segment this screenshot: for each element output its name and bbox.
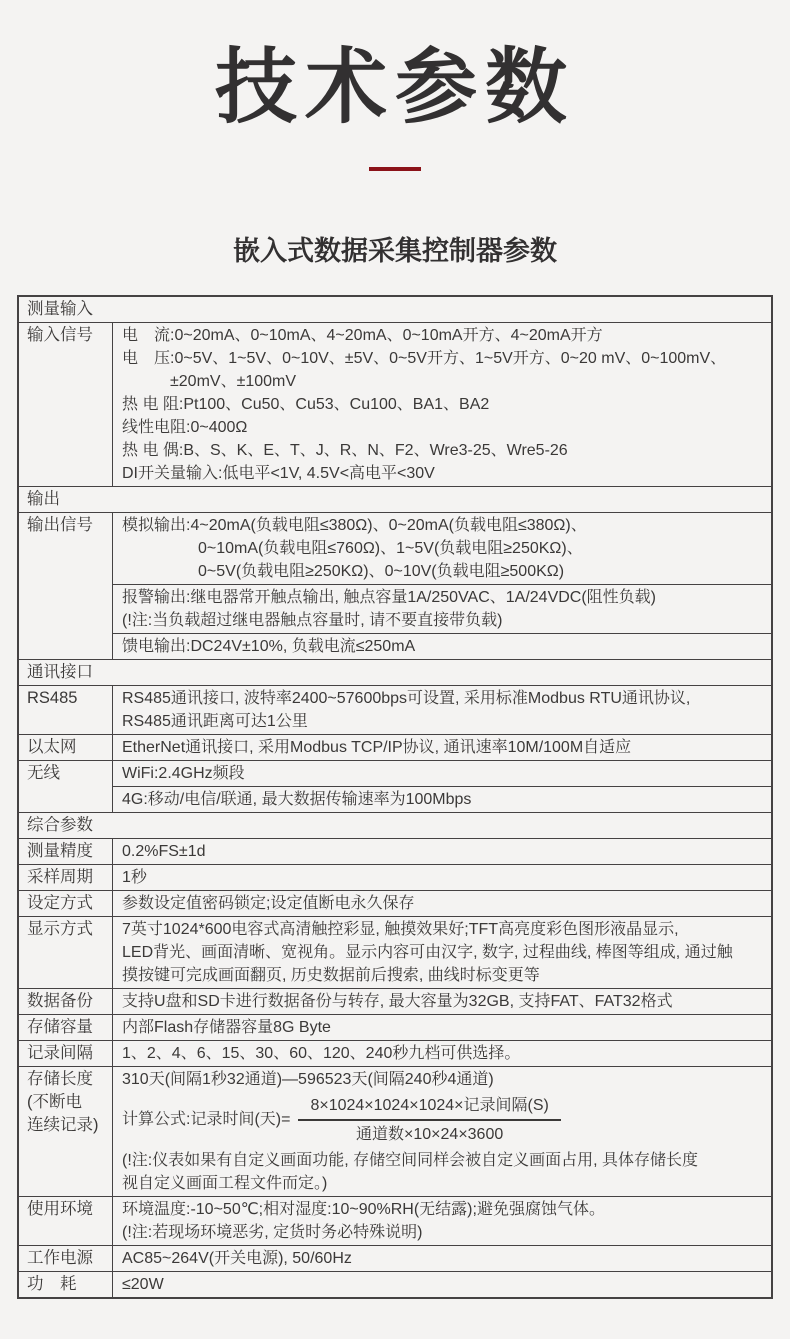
row-content (113, 323, 771, 486)
spec-line: ≤20W (122, 1275, 164, 1293)
spec-line: 7英寸1024*600电容式高清触控彩显, 触摸效果好;TFT高亮度彩色图形液晶显示, (122, 920, 679, 938)
spec-line: 视自定义画面工程文件而定。) (122, 1174, 328, 1192)
row-label (19, 761, 113, 812)
spec-line: LED背光、画面清晰、宽视角。显示内容可由汉字, 数字, 过程曲线, 棒图等组成, 通过触 (122, 943, 733, 961)
row-content (113, 1246, 771, 1271)
title-divider (369, 167, 421, 171)
row-label-line: 工作电源 (27, 1248, 93, 1267)
fraction-denominator: 通道数×10×24×3600 (356, 1125, 504, 1143)
spec-line: ±20mV、±100mV (170, 372, 297, 390)
spec-line: (!注:当负载超过继电器触点容量时, 请不要直接带负载) (122, 611, 503, 629)
row-label-line: RS485 (27, 688, 78, 707)
row-label-line: 设定方式 (27, 893, 93, 912)
section-row (19, 812, 771, 838)
spec-line: 0~5V(负载电阻≥250KΩ)、0~10V(负载电阻≥500KΩ) (198, 562, 565, 580)
spec-line: RS485通讯接口, 波特率2400~57600bps可设置, 采用标准Modbus RTU通讯协议, (122, 689, 691, 707)
table-row (19, 988, 771, 1014)
table-row (19, 1196, 771, 1245)
spec-line: 0.2%FS±1d (122, 842, 206, 860)
content-block (113, 633, 771, 659)
row-label (19, 839, 113, 864)
table-row (19, 734, 771, 760)
table-row (19, 685, 771, 734)
row-content (113, 513, 771, 659)
row-label-line: 输出信号 (27, 515, 93, 534)
row-content (113, 686, 771, 734)
content-block (113, 761, 771, 786)
row-label-line: 显示方式 (27, 919, 93, 938)
row-label-line: 连续记录) (27, 1115, 99, 1134)
table-row (19, 864, 771, 890)
row-label (19, 1197, 113, 1245)
content-block (113, 1041, 771, 1066)
row-label (19, 1246, 113, 1271)
row-label-line: 存储容量 (27, 1017, 93, 1036)
spec-line: 热 电 阻:Pt100、Cu50、Cu53、Cu100、BA1、BA2 (122, 395, 490, 413)
row-content (113, 891, 771, 916)
content-block (113, 323, 771, 486)
row-content (113, 865, 771, 890)
row-content (113, 761, 771, 812)
row-label-line: 以太网 (27, 737, 77, 756)
content-block (113, 1272, 771, 1297)
table-row (19, 838, 771, 864)
fraction-numerator: 8×1024×1024×1024×记录间隔(S) (298, 1094, 560, 1121)
spec-line: 1、2、4、6、15、30、60、120、240秒九档可供选择。 (122, 1044, 521, 1062)
row-content (113, 839, 771, 864)
spec-line: WiFi:2.4GHz频段 (122, 764, 245, 782)
content-block (113, 513, 771, 584)
table-row (19, 512, 771, 659)
row-content (113, 989, 771, 1014)
formula-line (122, 1091, 771, 1149)
row-label (19, 1015, 113, 1040)
content-block (113, 786, 771, 812)
spec-line: 摸按键可完成画面翻页, 历史数据前后搜索, 曲线时标变更等 (122, 966, 540, 984)
content-block (113, 1246, 771, 1271)
spec-line: (!注:若现场环境恶劣, 定货时务必特殊说明) (122, 1223, 423, 1241)
row-label (19, 891, 113, 916)
table-row (19, 760, 771, 812)
spec-line: 支持U盘和SD卡进行数据备份与转存, 最大容量为32GB, 支持FAT、FAT32格式 (122, 992, 673, 1010)
section-row (19, 659, 771, 685)
spec-line: EtherNet通讯接口, 采用Modbus TCP/IP协议, 通讯速率10M/100M自适应 (122, 738, 632, 756)
row-content (113, 1041, 771, 1066)
row-label-line: (不断电 (27, 1092, 82, 1111)
row-label (19, 1067, 113, 1196)
section-label: 综合参数 (27, 815, 93, 834)
spec-line: 环境温度:-10~50℃;相对湿度:10~90%RH(无结露);避免强腐蚀气体。 (122, 1200, 605, 1218)
row-content (113, 1015, 771, 1040)
page-title: 技术参数 (214, 42, 575, 133)
page (0, 44, 790, 1339)
spec-line: (!注:仪表如果有自定义画面功能, 存储空间同样会被自定义画面占用, 具体存储长度 (122, 1151, 699, 1169)
row-label-line: 记录间隔 (27, 1043, 93, 1062)
spec-line: 内部Flash存储器容量8G Byte (122, 1018, 331, 1036)
spec-line: 报警输出:继电器常开触点输出, 触点容量1A/250VAC、1A/24VDC(阻性负载) (122, 588, 657, 606)
content-block (113, 917, 771, 988)
row-label (19, 865, 113, 890)
row-label-line: 测量精度 (27, 841, 93, 860)
row-label (19, 323, 113, 486)
row-label (19, 735, 113, 760)
spec-line: 馈电输出:DC24V±10%, 负载电流≤250mA (122, 637, 416, 655)
row-label (19, 1272, 113, 1297)
table-row (19, 322, 771, 486)
row-label-line: 功 耗 (27, 1274, 77, 1293)
content-block (113, 989, 771, 1014)
row-content (113, 1067, 771, 1196)
content-block (113, 1067, 771, 1196)
content-block (113, 891, 771, 916)
spec-line: 线性电阻:0~400Ω (122, 418, 248, 436)
row-label (19, 917, 113, 988)
spec-line: 1秒 (122, 868, 147, 886)
spec-line: 模拟输出:4~20mA(负载电阻≤380Ω)、0~20mA(负载电阻≤380Ω)、 (122, 516, 587, 534)
table-title: 嵌入式数据采集控制器参数 (233, 235, 557, 266)
content-block (113, 865, 771, 890)
row-label (19, 513, 113, 659)
row-label-line: 存储长度 (27, 1069, 93, 1088)
table-row (19, 1245, 771, 1271)
row-content (113, 1272, 771, 1297)
spec-table (17, 295, 773, 1299)
content-block (113, 584, 771, 633)
section-label: 测量输入 (27, 299, 93, 318)
table-row (19, 890, 771, 916)
spec-line: 0~10mA(负载电阻≤760Ω)、1~5V(负载电阻≥250KΩ)、 (198, 539, 583, 557)
spec-line: 4G:移动/电信/联通, 最大数据传输速率为100Mbps (122, 790, 472, 808)
spec-line: DI开关量输入:低电平<1V, 4.5V<高电平<30V (122, 464, 435, 482)
spec-line: RS485通讯距离可达1公里 (122, 712, 308, 730)
spec-line: 310天(间隔1秒32通道)—596523天(间隔240秒4通道) (122, 1070, 494, 1088)
row-label (19, 1041, 113, 1066)
row-label (19, 989, 113, 1014)
table-row (19, 916, 771, 988)
row-label-line: 使用环境 (27, 1199, 93, 1218)
row-label (19, 686, 113, 734)
content-block (113, 735, 771, 760)
spec-line: 热 电 偶:B、S、K、E、T、J、R、N、F2、Wre3-25、Wre5-26 (122, 441, 568, 459)
section-label: 通讯接口 (27, 662, 93, 681)
content-block (113, 839, 771, 864)
content-block (113, 1197, 771, 1245)
spec-line: 电 压:0~5V、1~5V、0~10V、±5V、0~5V开方、1~5V开方、0~20 mV、0~100mV、 (122, 349, 727, 367)
section-label: 输出 (27, 489, 60, 508)
row-content (113, 735, 771, 760)
row-content (113, 1197, 771, 1245)
row-label-line: 无线 (27, 763, 60, 782)
section-row (19, 486, 771, 512)
fraction (298, 1094, 560, 1146)
formula-prefix: 计算公式:记录时间(天)= (122, 1111, 291, 1129)
content-block (113, 686, 771, 734)
spec-line: 参数设定值密码锁定;设定值断电永久保存 (122, 894, 415, 912)
row-label-line: 数据备份 (27, 991, 93, 1010)
content-block (113, 1015, 771, 1040)
table-row (19, 1066, 771, 1196)
row-content (113, 917, 771, 988)
table-row (19, 1271, 771, 1297)
spec-line: AC85~264V(开关电源), 50/60Hz (122, 1249, 352, 1267)
section-row (19, 297, 771, 322)
table-row (19, 1040, 771, 1066)
table-row (19, 1014, 771, 1040)
row-label-line: 输入信号 (27, 325, 93, 344)
spec-line: 电 流:0~20mA、0~10mA、4~20mA、0~10mA开方、4~20mA开方 (122, 326, 603, 344)
row-label-line: 采样周期 (27, 867, 93, 886)
